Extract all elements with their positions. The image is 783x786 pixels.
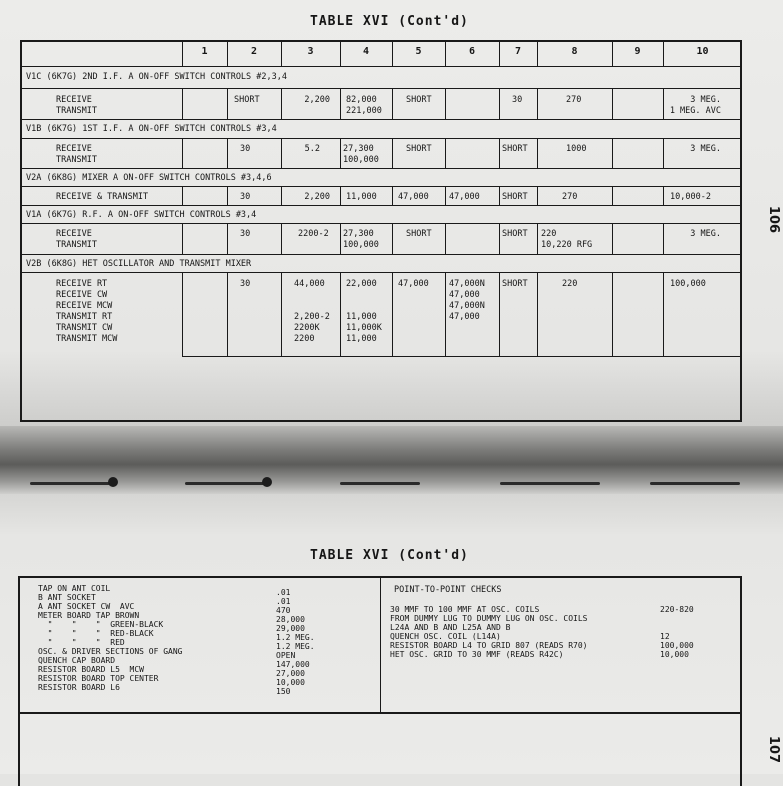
component-labels: TAP ON ANT COIL B ANT SOCKET A ANT SOCKET CW AVC METER BOARD TAP BROWN " " " GREEN-BLACK " " " RED-BLACK " " " RED OSC. & DRIVER SECTIONS OF GANG QUENCH CAP BOARD RESISTOR BOARD L5 MCW RESISTOR BOARD TOP CENTER RESISTOR BOARD L6 [38, 584, 183, 692]
table-rule [340, 186, 341, 205]
cell: 270 [562, 192, 578, 202]
table-rule [663, 88, 664, 119]
cell: 270 [566, 95, 582, 105]
cell: 30 [240, 144, 251, 154]
table-rule [20, 205, 742, 206]
section-heading: V2A (6K8G) MIXER A ON-OFF SWITCH CONTROLS #3,4,6 [26, 173, 272, 183]
table-rule [663, 223, 664, 254]
table-rule [445, 186, 446, 205]
table-rule [20, 119, 742, 120]
table-rule [445, 223, 446, 254]
cell: SHORT [406, 229, 432, 239]
table-rule [392, 272, 393, 356]
cell: 47,000 [398, 279, 429, 289]
col-header-5: 5 [415, 46, 422, 57]
top-table-title: TABLE XVI (Cont'd) [310, 14, 469, 29]
section-heading: V2B (6K8G) HET OSCILLATOR AND TRANSMIT MIXER [26, 259, 252, 269]
table-rule [392, 88, 393, 119]
binding-gutter [0, 426, 783, 496]
table-rule [227, 186, 228, 205]
table-rule [18, 712, 742, 714]
row-labels: RECEIVE TRANSMIT [56, 95, 97, 116]
section-heading: V1B (6K7G) 1ST I.F. A ON-OFF SWITCH CONTROLS #3,4 [26, 124, 277, 134]
table-rule [340, 272, 341, 356]
table-rule [227, 138, 228, 168]
table-rule [537, 138, 538, 168]
cell: 220 10,220 RFG [541, 229, 593, 250]
cell: SHORT [406, 144, 432, 154]
cell: 22,000 11,000 11,000K 11,000 [346, 279, 382, 344]
col-header-6: 6 [468, 46, 476, 57]
cell: 3 MEG. 1 MEG. AVC [669, 95, 721, 116]
table-rule [182, 186, 183, 205]
cell: 30 [240, 229, 251, 239]
table-rule [392, 223, 393, 254]
cell: 100,000 [670, 279, 706, 289]
cell: 11,000 [346, 192, 377, 202]
table-rule [537, 272, 538, 356]
binding-rivet [262, 477, 272, 487]
col-header-7: 7 [514, 46, 522, 57]
col-header-9: 9 [634, 46, 641, 57]
binding-staple [185, 482, 265, 485]
cell: 10,000-2 [670, 192, 711, 202]
binding-staple [30, 482, 110, 485]
table-rule [20, 186, 742, 187]
row-labels: RECEIVE TRANSMIT [56, 144, 97, 165]
cell: SHORT [406, 95, 432, 105]
cell: SHORT [502, 144, 528, 154]
cell: 30 [240, 192, 251, 202]
col-header-2: 2 [250, 46, 258, 57]
cell: 5.2 [304, 144, 320, 154]
cell: 44,000 2,200-2 2200K 2200 [294, 279, 330, 344]
table-rule [537, 88, 538, 119]
cell: 3 MEG. [690, 229, 721, 239]
table-rule [499, 88, 500, 119]
section-heading: V1A (6K7G) R.F. A ON-OFF SWITCH CONTROLS #3,4 [26, 210, 257, 220]
cell: 30 [240, 279, 251, 289]
table-rule [612, 138, 613, 168]
table-rule [340, 223, 341, 254]
table-rule [20, 223, 742, 224]
col-header-3: 3 [307, 46, 314, 57]
table-rule [612, 223, 613, 254]
table-rule [182, 138, 183, 168]
table-rule [537, 186, 538, 205]
row-labels: RECEIVE RT RECEIVE CW RECEIVE MCW TRANSMIT RT TRANSMIT CW TRANSMIT MCW [56, 279, 118, 344]
table-rule [227, 272, 228, 356]
table-rule [20, 168, 742, 169]
table-rule [663, 272, 664, 356]
cell: SHORT [502, 279, 528, 289]
binding-rivet [108, 477, 118, 487]
top-page-number: 106 [766, 205, 782, 234]
table-rule [380, 576, 381, 712]
cell: 27,300 100,000 [343, 144, 379, 165]
cell: SHORT [502, 192, 528, 202]
table-rule [182, 356, 742, 357]
table-rule [281, 88, 282, 119]
cell: 47,000N 47,000 47,000N 47,000 [449, 279, 485, 322]
table-rule [663, 138, 664, 168]
table-rule [281, 138, 282, 168]
cell: 47,000 [398, 192, 429, 202]
table-rule [537, 223, 538, 254]
table-rule [281, 186, 282, 205]
point-to-point-labels: 30 MMF TO 100 MMF AT OSC. COILS FROM DUMMY LUG TO DUMMY LUG ON OSC. COILS L24A AND B AND L25A AND B QUENCH OSC. COIL (L14A) RESISTOR BOARD L4 TO GRID 807 (READS R70) HET OSC. GRID TO 30 MMF (READS R42C) [390, 605, 588, 659]
bottom-table-title: TABLE XVI (Cont'd) [310, 548, 469, 563]
cell: 47,000 [449, 192, 480, 202]
table-rule [340, 138, 341, 168]
col-header-10: 10 [696, 46, 709, 57]
table-rule [20, 272, 742, 273]
table-rule [663, 186, 664, 205]
cell: 2200-2 [298, 229, 329, 239]
table-rule [445, 272, 446, 356]
table-rule [499, 138, 500, 168]
table-rule [392, 186, 393, 205]
table-rule [612, 186, 613, 205]
table-rule [227, 88, 228, 119]
table-rule [227, 223, 228, 254]
table-rule [612, 88, 613, 119]
table-rule [182, 88, 183, 119]
cell: 220 [562, 279, 578, 289]
table-rule [20, 88, 742, 89]
table-rule [20, 254, 742, 255]
table-rule [281, 272, 282, 356]
col-header-4: 4 [362, 46, 370, 57]
bottom-page-number: 107 [766, 735, 782, 764]
section-heading: V1C (6K7G) 2ND I.F. A ON-OFF SWITCH CONTROLS #2,3,4 [26, 72, 287, 82]
binding-staple [650, 482, 740, 485]
cell: 30 [512, 95, 523, 105]
table-rule [340, 88, 341, 119]
table-rule [445, 88, 446, 119]
table-rule [20, 66, 742, 67]
table-rule [20, 138, 742, 139]
binding-staple [500, 482, 600, 485]
table-rule [499, 186, 500, 205]
cell: SHORT [502, 229, 528, 239]
cell: 3 MEG. [690, 144, 721, 154]
table-rule [612, 272, 613, 356]
col-header-8: 8 [571, 46, 578, 57]
table-rule [445, 138, 446, 168]
cell: 2,200 [304, 192, 330, 202]
table-rule [499, 272, 500, 356]
cell: 1000 [566, 144, 587, 154]
table-rule [392, 138, 393, 168]
table-rule [182, 272, 183, 356]
table-rule [182, 223, 183, 254]
cell: 82,000 221,000 [346, 95, 382, 116]
row-labels: RECEIVE & TRANSMIT [56, 192, 149, 202]
table-rule [281, 223, 282, 254]
cell: 2,200 [304, 95, 330, 105]
table-rule [499, 223, 500, 254]
component-values: .01 .01 470 28,000 29,000 1.2 MEG. 1.2 MEG. OPEN 147,000 27,000 10,000 150 [276, 588, 315, 696]
binding-staple [340, 482, 420, 485]
point-to-point-values: 220-820 12 100,000 10,000 [660, 605, 694, 659]
row-labels: RECEIVE TRANSMIT [56, 229, 97, 250]
cell: SHORT [234, 95, 260, 105]
point-to-point-heading: POINT-TO-POINT CHECKS [394, 585, 502, 595]
col-header-1: 1 [201, 46, 208, 57]
cell: 27,300 100,000 [343, 229, 379, 250]
